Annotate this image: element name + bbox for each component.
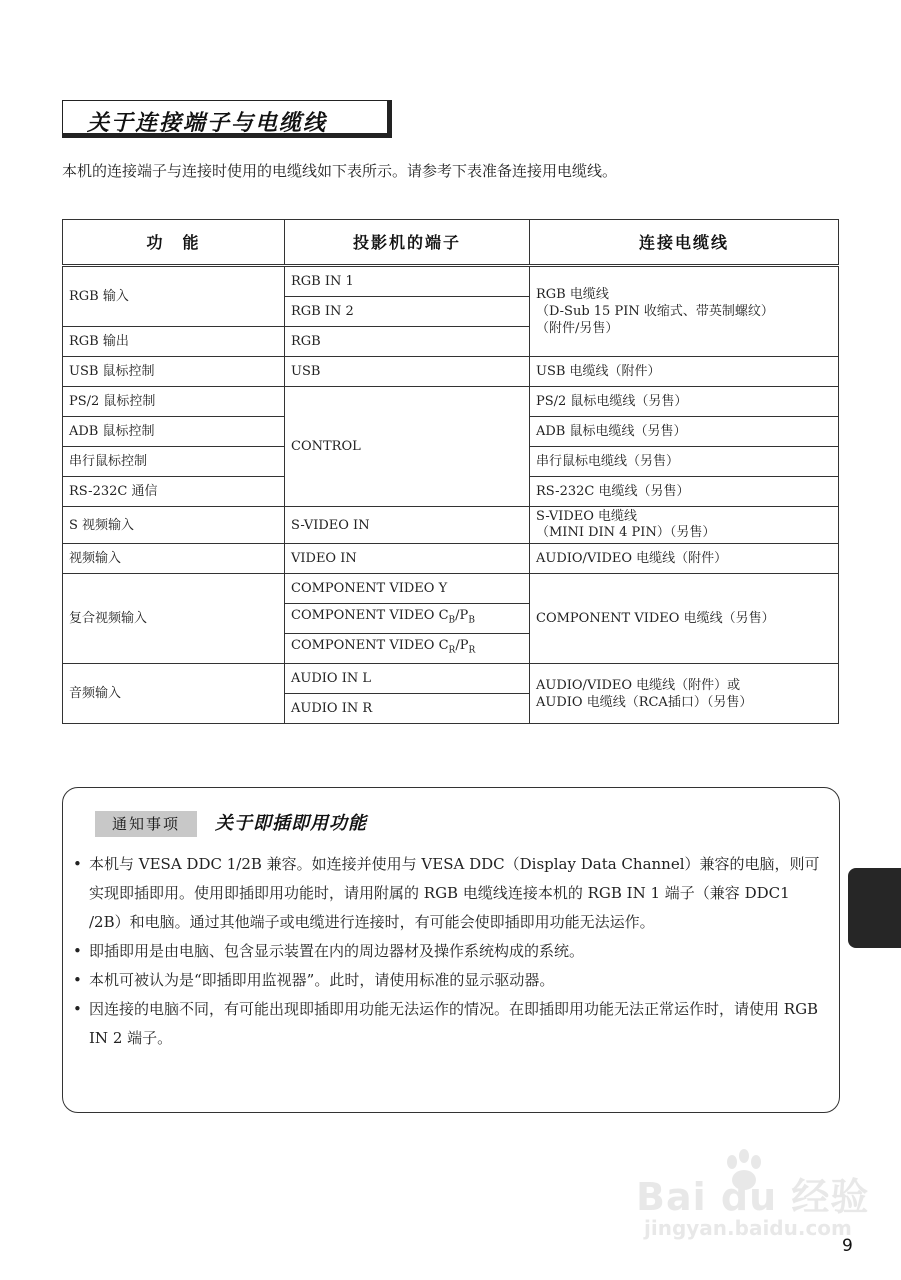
cell-cable: RGB 电缆线 （D-Sub 15 PIN 收缩式、带英制螺纹） （附件/另售）	[530, 266, 839, 357]
terminal-text: COMPONENT VIDEO C	[291, 638, 449, 654]
watermark-logo-text: Bai du 经验	[636, 1175, 870, 1219]
list-item	[73, 937, 825, 966]
cell-cable: PS/2 鼠标电缆线（另售）	[530, 387, 839, 417]
table-row	[63, 387, 839, 417]
notice-title: 关于即插即用功能	[215, 813, 367, 834]
cell-terminal: S-VIDEO IN	[285, 507, 530, 544]
cell-cable: 串行鼠标电缆线（另售）	[530, 447, 839, 477]
cell-terminal: AUDIO IN L	[285, 664, 530, 694]
terminal-text: /P	[455, 608, 469, 624]
cell-cable: ADB 鼠标电缆线（另售）	[530, 417, 839, 447]
cell-terminal: RGB IN 1	[285, 266, 530, 297]
table-row	[63, 507, 839, 544]
cell-function: S 视频输入	[63, 507, 285, 544]
cell-terminal: RGB	[285, 327, 530, 357]
cell-terminal: AUDIO IN R	[285, 694, 530, 724]
notice-item-text: 本机与 VESA DDC 1/2B 兼容。如连接并使用与 VESA DDC（Display Data Channel）兼容的电脑，则可实现即插即用。使用即插即用功能时，请用附属的 RGB 电缆线连接本机的 RGB IN 1 端子（兼容 DDC1 /2B）和电脑。通过其他端子或电缆进行连接时，有可能会使即插即用功能无法运作。	[89, 855, 820, 931]
notice-list	[73, 850, 825, 1053]
cell-function: 视频输入	[63, 544, 285, 574]
terminal-text: /P	[455, 638, 469, 654]
bullet-icon: •	[73, 1000, 82, 1018]
cell-function: RGB 输入	[63, 266, 285, 327]
table-row	[63, 664, 839, 694]
list-item	[73, 850, 825, 937]
table-row	[63, 544, 839, 574]
cell-function: 串行鼠标控制	[63, 447, 285, 477]
list-item	[73, 995, 825, 1053]
cell-cable: USB 电缆线（附件）	[530, 357, 839, 387]
terminal-text: COMPONENT VIDEO C	[291, 608, 449, 624]
cell-terminal: COMPONENT VIDEO Y	[285, 574, 530, 604]
cell-cable: AUDIO/VIDEO 电缆线（附件）或 AUDIO 电缆线（RCA插口）（另售）	[530, 664, 839, 724]
cell-function: RGB 输出	[63, 327, 285, 357]
header-cable: 连接电缆线	[530, 220, 839, 266]
section-title-box	[62, 100, 392, 138]
connection-table	[62, 219, 839, 724]
cell-terminal: RGB IN 2	[285, 297, 530, 327]
cell-terminal	[285, 604, 530, 634]
header-function: 功 能	[63, 220, 285, 266]
notice-tag: 通知事项	[95, 811, 197, 837]
intro-text: 本机的连接端子与连接时使用的电缆线如下表所示。请参考下表准备连接用电缆线。	[62, 162, 618, 180]
cell-function: PS/2 鼠标控制	[63, 387, 285, 417]
cell-terminal: VIDEO IN	[285, 544, 530, 574]
table-row	[63, 574, 839, 604]
bullet-icon: •	[73, 855, 82, 873]
watermark-url: jingyan.baidu.com	[644, 1216, 852, 1240]
table-header-row	[63, 220, 839, 266]
cell-terminal: USB	[285, 357, 530, 387]
notice-item-text: 因连接的电脑不同，有可能出现即插即用功能无法运作的情况。在即插即用功能无法正常运作时，请使用 RGB IN 2 端子。	[89, 1000, 819, 1047]
cell-function: 音频输入	[63, 664, 285, 724]
header-terminal: 投影机的端子	[285, 220, 530, 266]
notice-box	[62, 787, 840, 1113]
subscript: R	[448, 645, 456, 656]
cell-function: USB 鼠标控制	[63, 357, 285, 387]
subscript: B	[468, 615, 475, 626]
subscript: B	[448, 615, 456, 626]
cell-cable: COMPONENT VIDEO 电缆线（另售）	[530, 574, 839, 664]
page-number: 9	[842, 1236, 853, 1256]
cell-function: RS-232C 通信	[63, 477, 285, 507]
cell-terminal: CONTROL	[285, 387, 530, 507]
subscript: R	[468, 645, 476, 656]
notice-item-text: 本机可被认为是“即插即用监视器”。此时，请使用标准的显示驱动器。	[89, 971, 555, 989]
cell-function: 复合视频输入	[63, 574, 285, 664]
section-title: 关于连接端子与电缆线	[87, 111, 328, 136]
bullet-icon: •	[73, 971, 82, 989]
cell-cable: RS-232C 电缆线（另售）	[530, 477, 839, 507]
chapter-side-tab	[848, 868, 901, 948]
cell-cable: AUDIO/VIDEO 电缆线（附件）	[530, 544, 839, 574]
cell-terminal	[285, 634, 530, 664]
table-row	[63, 357, 839, 387]
cell-cable: S-VIDEO 电缆线 （MINI DIN 4 PIN）（另售）	[530, 507, 839, 544]
cell-function: ADB 鼠标控制	[63, 417, 285, 447]
table-row	[63, 266, 839, 297]
notice-item-text: 即插即用是由电脑、包含显示装置在内的周边器材及操作系统构成的系统。	[89, 942, 585, 960]
bullet-icon: •	[73, 942, 82, 960]
list-item	[73, 966, 825, 995]
baidu-watermark	[636, 1148, 870, 1248]
